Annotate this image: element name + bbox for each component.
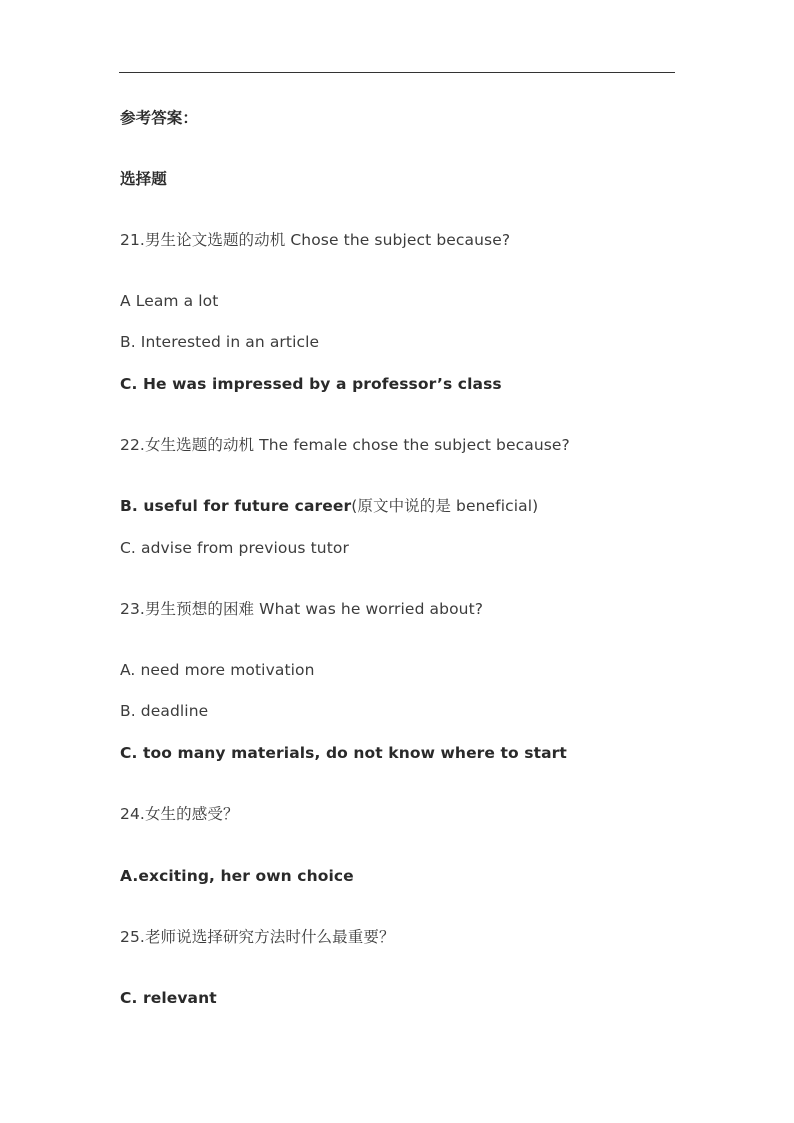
q21-option-b: B. Interested in an article [120,333,320,351]
q23-option-c-answer: C. too many materials, do not know where to start [120,744,567,762]
q22-answer-note: (原文中说的是 beneficial) [351,497,539,515]
question-25: 25.老师说选择研究方法时什么最重要？ [120,928,395,946]
question-22: 22.女生选题的动机 The female chose the subject because? [120,436,570,454]
q22-answer-b-text: B. useful for future career [120,497,352,515]
q22-option-c: C. advise from previous tutor [120,539,349,557]
q23-option-b: B. deadline [120,702,209,720]
question-23: 23.男生预想的困难 What was he worried about? [120,600,484,618]
q24-answer: A.exciting, her own choice [120,867,354,885]
question-24: 24.女生的感受？ [120,805,239,823]
q25-answer: C. relevant [120,989,217,1007]
q21-option-a: A Leam a lot [120,292,219,310]
section-title: 选择题 [120,170,167,188]
q21-option-c-answer: C. He was impressed by a professor’s class [120,375,502,393]
header-rule [119,72,675,73]
question-21: 21.男生论文选题的动机 Chose the subject because? [120,231,511,249]
q22-answer-b [120,496,538,516]
answer-header: 参考答案： [120,109,199,127]
q23-option-a: A. need more motivation [120,661,315,679]
